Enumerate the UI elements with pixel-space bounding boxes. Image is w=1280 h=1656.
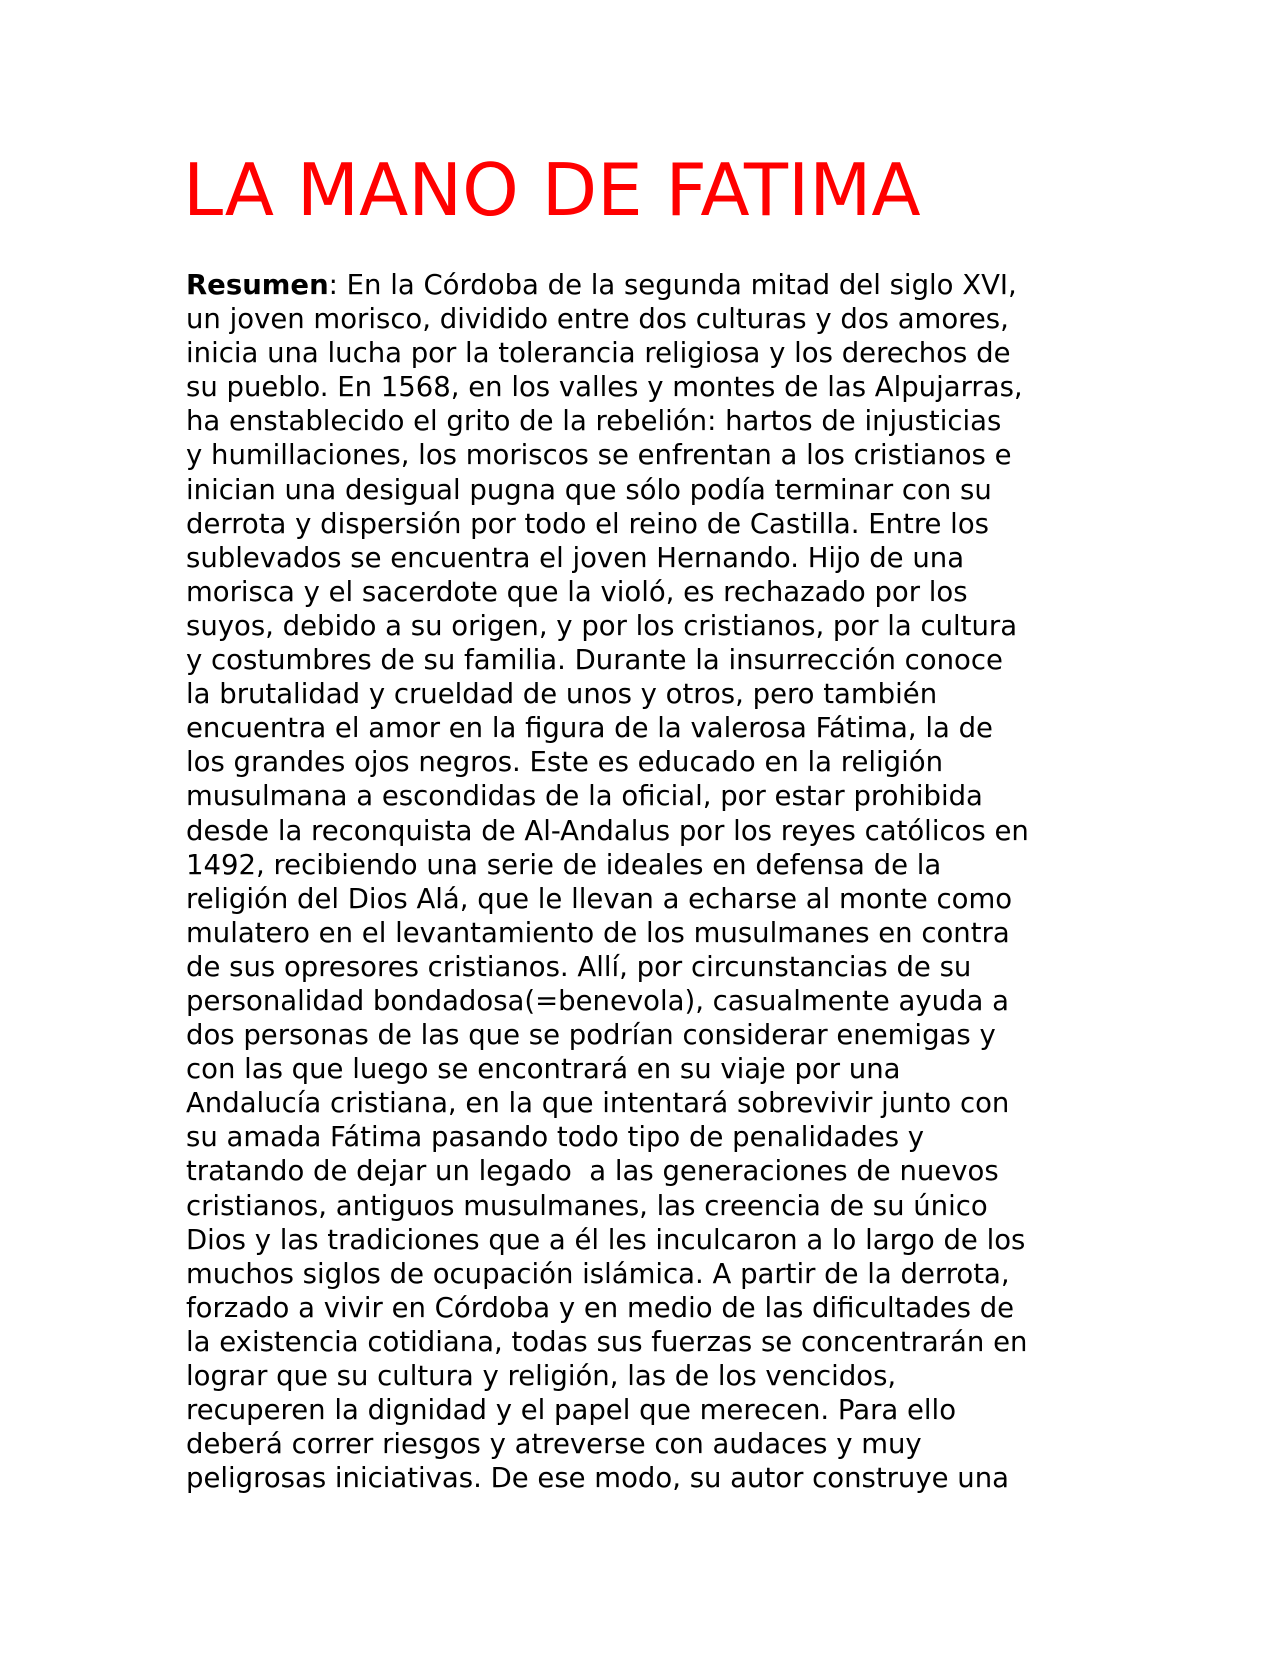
summary-line: ha enstablecido el grito de la rebelión: hartos de injusticias [186,405,1002,438]
summary-line: recuperen la dignidad y el papel que merecen. Para ello [186,1394,957,1427]
summary-first-line-text: : En la Córdoba de la segunda mitad del siglo XVI, [328,269,1017,301]
document-title: LA MANO DE FATIMA [183,148,921,232]
summary-line: Andalucía cristiana, en la que intentará sobrevivir junto con [186,1087,1010,1120]
summary-line: la brutalidad y crueldad de unos y otros, pero también [186,678,938,711]
summary-line: dos personas de las que se podrían considerar enemigas y [186,1019,996,1052]
summary-line: desde la reconquista de Al-Andalus por los reyes católicos en [186,814,1029,847]
summary-line: derrota y dispersión por todo el reino de Castilla. Entre los [186,507,989,540]
summary-line: morisca y el sacerdote que la violó, es rechazado por los [186,575,968,608]
summary-line: peligrosas iniciativas. De ese modo, su autor construye una [186,1462,1009,1495]
summary-line: deberá correr riesgos y atreverse con audaces y muy [186,1428,922,1461]
summary-line: tratando de dejar un legado a las generaciones de nuevos [186,1155,999,1188]
summary-line: su amada Fátima pasando todo tipo de penalidades y [186,1121,925,1154]
summary-line: y humillaciones, los moriscos se enfrentan a los cristianos e [186,439,1012,472]
summary-line: mulatero en el levantamiento de los musulmanes en contra [186,916,1010,949]
summary-label: Resumen [186,269,329,301]
summary-line: suyos, debido a su origen, y por los cristianos, por la cultura [186,609,1018,642]
summary-line: muchos siglos de ocupación islámica. A partir de la derrota, [186,1257,1010,1290]
summary-line: un joven morisco, dividido entre dos culturas y dos amores, [186,303,1009,336]
summary-line: inicia una lucha por la tolerancia religiosa y los derechos de [186,337,1011,370]
summary-line: los grandes ojos negros. Este es educado en la religión [186,746,944,779]
summary-line: Dios y las tradiciones que a él les inculcaron a lo largo de los [186,1223,1026,1256]
summary-line: inician una desigual pugna que sólo podía terminar con su [186,473,992,506]
summary-line: y costumbres de su familia. Durante la insurrección conoce [186,644,1003,677]
summary-line: la existencia cotidiana, todas sus fuerzas se concentrarán en [186,1325,1028,1358]
summary-line: religión del Dios Alá, que le llevan a echarse al monte como [186,882,1013,915]
summary-line: 1492, recibiendo una serie de ideales en defensa de la [186,848,942,881]
summary-line: lograr que su cultura y religión, las de los vencidos, [186,1360,897,1392]
summary-line: con las que luego se encontrará en su viaje por una [186,1053,901,1086]
summary-line: encuentra el amor en la figura de la valerosa Fátima, la de [186,712,993,745]
summary-first-line [186,268,1126,302]
summary-line: forzado a vivir en Córdoba y en medio de las dificultades de [186,1291,1015,1324]
summary-line: su pueblo. En 1568, en los valles y montes de las Alpujarras, [186,371,1023,404]
summary-line: sublevados se encuentra el joven Hernando. Hijo de una [186,541,965,574]
summary-line: cristianos, antiguos musulmanes, las creencia de su único [186,1189,988,1222]
summary-line: de sus opresores cristianos. Allí, por circunstancias de su [186,950,972,983]
summary-line: personalidad bondadosa(=benevola), casualmente ayuda a [186,984,1009,1017]
summary-paragraph [186,268,1126,1495]
summary-line: musulmana a escondidas de la oficial, por estar prohibida [186,780,983,813]
